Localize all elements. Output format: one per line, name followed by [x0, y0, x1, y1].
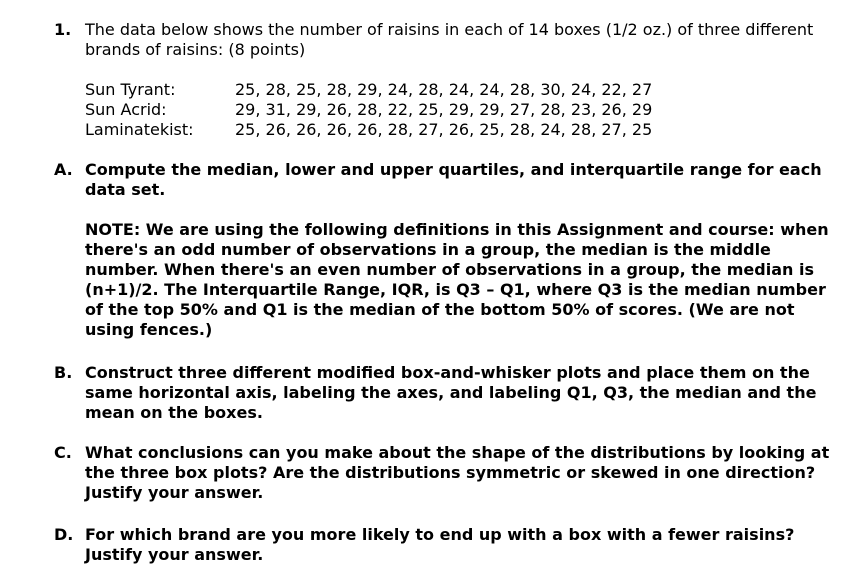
question-intro: The data below shows the number of raisins in each of 14 boxes (1/2 oz.) of three different brands of raisins: (8 points)	[85, 20, 814, 59]
part-d-text: For which brand are you more likely to end up with a box with a fewer raisins? Justify your answer.	[85, 525, 795, 564]
data-row-sun-acrid	[85, 100, 652, 120]
part-a	[54, 160, 844, 200]
part-d	[54, 525, 844, 565]
brand-label: Sun Acrid:	[85, 100, 167, 119]
question-number: 1.	[54, 20, 72, 39]
part-b-text: Construct three different modified box-and-whisker plots and place them on the same horizontal axis, labeling the axes, and labeling Q1, Q3, the median and the mean on the boxes.	[85, 363, 817, 422]
part-b	[54, 363, 844, 423]
part-a-text: Compute the median, lower and upper quartiles, and interquartile range for each data set.	[85, 160, 822, 199]
part-c	[54, 443, 844, 503]
part-b-letter: B.	[54, 363, 73, 382]
data-row-sun-tyrant	[85, 80, 652, 100]
definitions-note: NOTE: We are using the following definitions in this Assignment and course: when there's an odd number of observations in a group, the median is the middle number. When there's an even number of observations in a group, the median is (n+1)/2. The Interquartile Range, IQR, is Q3 – Q1, where Q3 is the median number of the top 50% and Q1 is the median of the bottom 50% of scores. (We are not using fences.)	[85, 220, 829, 339]
part-c-text: What conclusions can you make about the shape of the distributions by looking at the three box plots? Are the distributions symmetric or skewed in one direction? Justify your answer.	[85, 443, 830, 502]
part-c-letter: C.	[54, 443, 72, 462]
data-row-laminatekist	[85, 120, 652, 140]
brand-label: Laminatekist:	[85, 120, 194, 139]
brand-values: 25, 26, 26, 26, 26, 28, 27, 26, 25, 28, 24, 28, 27, 25	[235, 120, 653, 139]
brand-label: Sun Tyrant:	[85, 80, 176, 99]
brand-values: 29, 31, 29, 26, 28, 22, 25, 29, 29, 27, 28, 23, 26, 29	[235, 100, 653, 119]
part-d-letter: D.	[54, 525, 74, 544]
part-a-letter: A.	[54, 160, 73, 179]
raisin-data-table	[85, 80, 652, 140]
brand-values: 25, 28, 25, 28, 29, 24, 28, 24, 24, 28, 30, 24, 22, 27	[235, 80, 653, 99]
